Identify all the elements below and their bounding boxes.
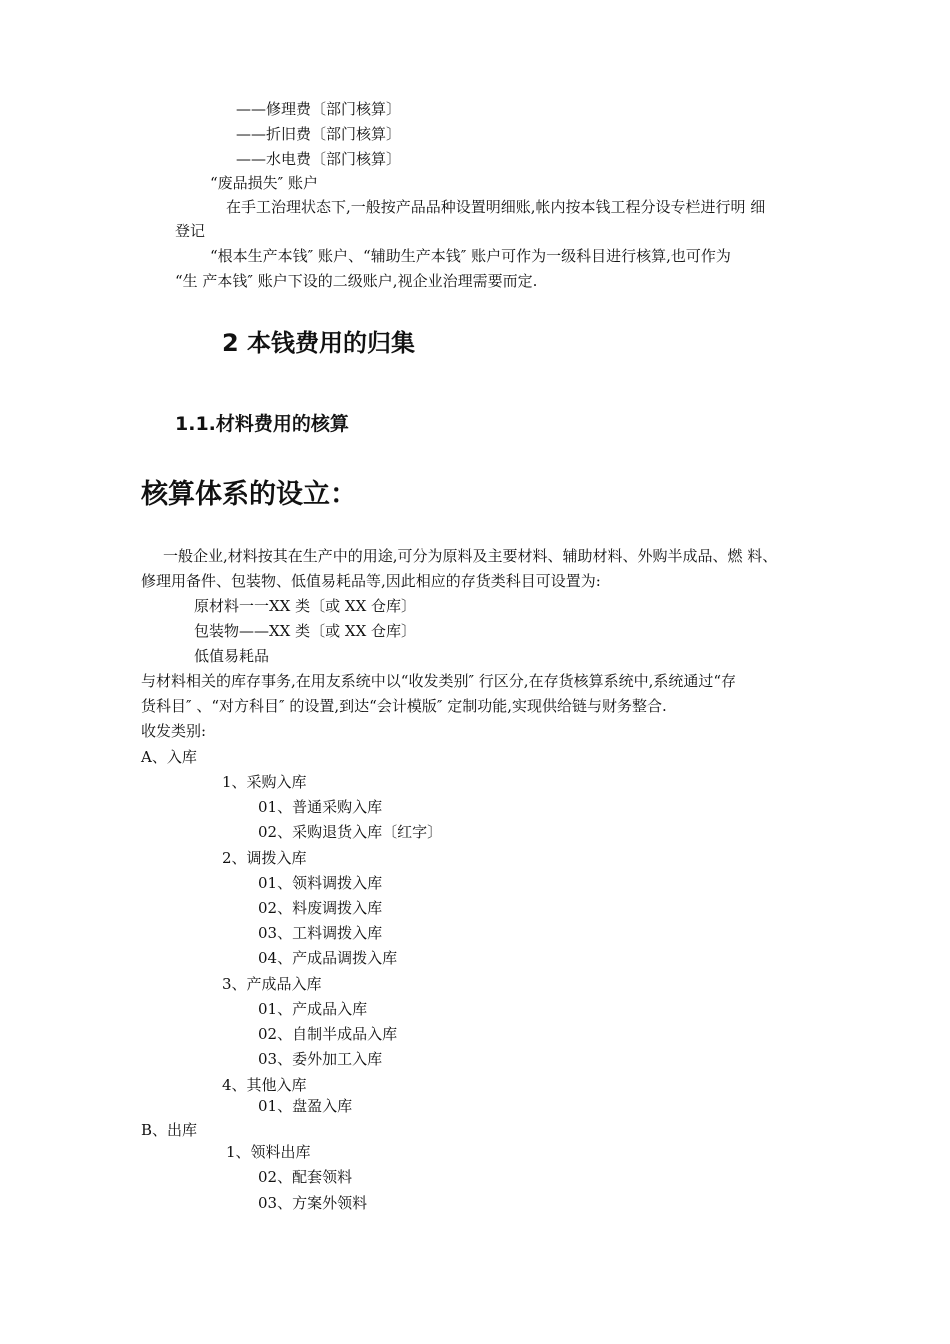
list-item-raw-material: 原材料一一XX 类〔或 XX 仓库〕	[194, 597, 417, 615]
tree-item-kit-requisition: 02、配套领料	[258, 1168, 353, 1186]
tree-item-normal-purchase-inbound: 01、普通采购入库	[258, 798, 383, 816]
tree-item-finished-goods-transfer-inbound: 04、产成品调拨入库	[258, 949, 398, 967]
tree-item-requisition-transfer-inbound: 01、领料调拨入库	[258, 874, 383, 892]
text-line-register: 登记	[175, 222, 206, 240]
paragraph-inventory-affairs-line2: 货科目″ 、“对方科目″ 的设置,到达“会计模版″ 定制功能,实现供给链与财务整合.	[141, 697, 667, 715]
list-item-low-value-consumables: 低值易耗品	[194, 647, 270, 665]
text-line-production-cost-sub-account: “生 产本钱″ 账户下设的二级账户,视企业治理需要而定.	[175, 272, 538, 290]
section-heading-cost-collection: 2 本钱费用的归集	[222, 329, 416, 357]
tree-item-purchase-return-inbound: 02、采购退货入库〔红字〕	[258, 823, 443, 841]
tree-item-work-material-transfer-inbound: 03、工料调拨入库	[258, 924, 383, 942]
text-line-repair-fee: ——修理费〔部门核算〕	[236, 100, 402, 118]
tree-item-other-inbound: 4、其他入库	[222, 1076, 307, 1094]
label-receipt-issue-category: 收发类别:	[141, 722, 207, 740]
list-item-packaging: 包装物——XX 类〔或 XX 仓库〕	[194, 622, 417, 640]
tree-item-inventory-surplus-inbound: 01、盘盈入库	[258, 1097, 353, 1115]
tree-item-outsourced-processing-inbound: 03、委外加工入库	[258, 1050, 383, 1068]
tree-item-transfer-inbound: 2、调拨入库	[222, 849, 307, 867]
tree-item-inbound: A、入库	[141, 748, 197, 766]
tree-item-requisition-outbound: 1、领料出库	[226, 1143, 311, 1161]
text-line-basic-production-cost: “根本生产本钱″ 账户、“辅助生产本钱″ 账户可作为一级科目进行核算,也可作为	[210, 247, 731, 265]
tree-item-unplanned-requisition: 03、方案外领料	[258, 1194, 368, 1212]
text-line-scrap-loss-account: “废品损失″ 账户	[210, 174, 319, 192]
paragraph-material-usage-line2: 修理用备件、包装物、低值易耗品等,因此相应的存货类科目可设置为:	[141, 572, 601, 590]
tree-item-scrap-transfer-inbound: 02、料废调拨入库	[258, 899, 383, 917]
tree-item-outbound: B、出库	[141, 1121, 198, 1139]
tree-item-finished-goods-inbound-sub: 01、产成品入库	[258, 1000, 368, 1018]
tree-item-semi-finished-inbound: 02、自制半成品入库	[258, 1025, 398, 1043]
tree-item-finished-goods-inbound: 3、产成品入库	[222, 975, 322, 993]
tree-item-purchase-inbound: 1、采购入库	[222, 773, 307, 791]
heading-accounting-system-setup: 核算体系的设立：	[141, 479, 357, 510]
paragraph-material-usage-line1: 一般企业,材料按其在生产中的用途,可分为原料及主要材料、辅助材料、外购半成品、燃 料、	[163, 547, 778, 565]
text-line-utility-fee: ——水电费〔部门核算〕	[236, 150, 402, 168]
paragraph-inventory-affairs-line1: 与材料相关的库存事务,在用友系统中以“收发类别″ 行区分,在存货核算系统中,系统通过“存	[141, 672, 737, 690]
text-line-depreciation-fee: ——折旧费〔部门核算〕	[236, 125, 402, 143]
subsection-heading-material-cost: 1.1.材料费用的核算	[175, 413, 349, 435]
text-line-manual-management: 在手工治理状态下,一般按产品品种设置明细账,帐内按本钱工程分设专栏进行明 细	[226, 198, 766, 216]
